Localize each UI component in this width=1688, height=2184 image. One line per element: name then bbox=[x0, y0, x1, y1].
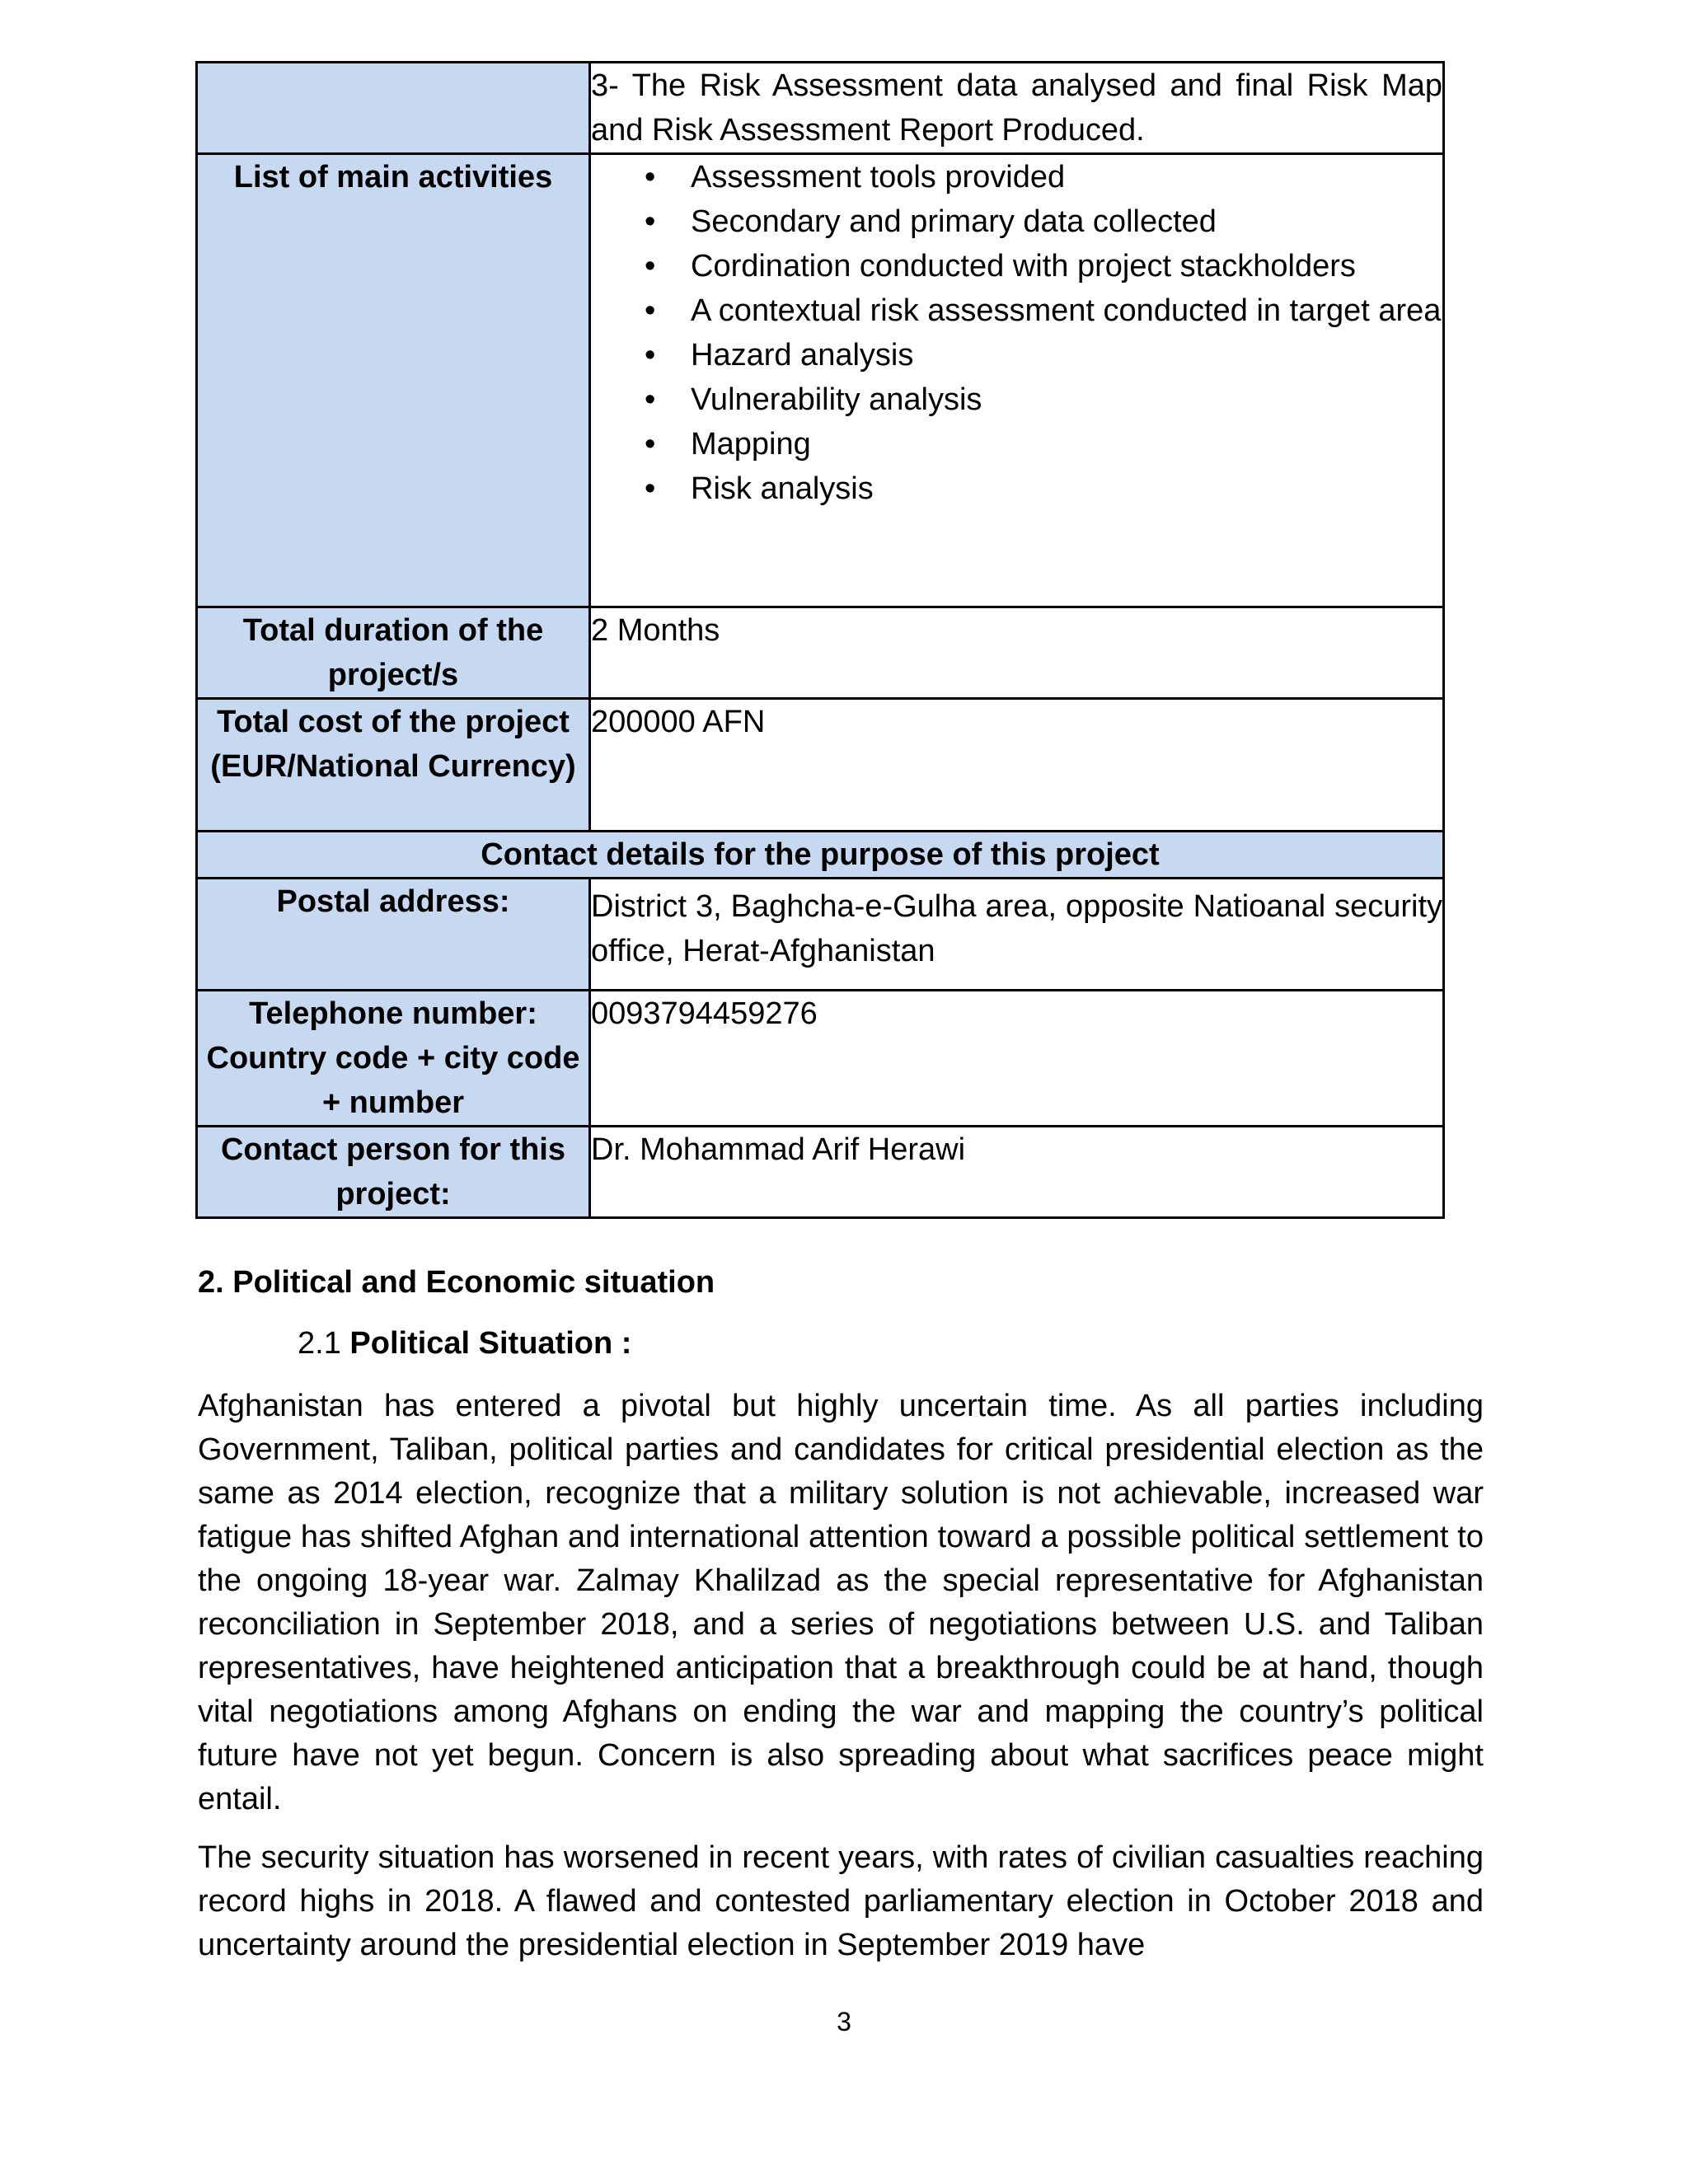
table-row bbox=[197, 1127, 1444, 1218]
subsection-title: Political Situation : bbox=[349, 1326, 632, 1361]
project-info-table bbox=[195, 61, 1445, 1219]
list-item: • A contextual risk assessment conducted in target area bbox=[591, 288, 1442, 333]
paragraph-2: The security situation has worsened in recent years, with rates of civilian casualties reaching record highs in 2018. A flawed and contested parliamentary election in October 2018 and uncertainty around the presidential election in September 2019 have bbox=[198, 1840, 1484, 1962]
table-row bbox=[197, 63, 1444, 154]
table-row bbox=[197, 699, 1444, 832]
list-item: • Assessment tools provided bbox=[591, 155, 1442, 199]
list-item: • Risk analysis bbox=[591, 466, 1442, 511]
list-item: • Mapping bbox=[591, 422, 1442, 466]
table-row bbox=[197, 832, 1444, 879]
list-item: • Cordination conducted with project stackholders bbox=[591, 244, 1442, 288]
table-row bbox=[197, 154, 1444, 607]
page-number: 3 bbox=[837, 2007, 851, 2036]
cost-value: 200000 AFN bbox=[590, 699, 1444, 832]
subsection-number: 2.1 bbox=[298, 1326, 341, 1361]
paragraph-1: Afghanistan has entered a pivotal but highly uncertain time. As all parties including Government, Taliban, political parties and candidates for critical presidential election as the same as 2014 election, recognize that a military solution is not achievable, increased war fatigue has shifted Afghan and international attention toward a possible political settlement to the ongoing 18-year war. Zalmay Khalilzad as the special representative for Afghanistan reconciliation in September 2018, and a series of negotiations between U.S. and Taliban representatives, have heightened anticipation that a breakthrough could be at hand, though vital negotiations among Afghans on ending the war and mapping the country’s political future have not yet begun. Concern is also spreading about what sacrifices peace might entail. bbox=[198, 1389, 1484, 1816]
postal-value: District 3, Baghcha-e-Gulha area, opposite Natioanal security office, Herat-Afghanistan bbox=[590, 879, 1444, 991]
phone-value: 0093794459276 bbox=[590, 991, 1444, 1127]
list-item: • Vulnerability analysis bbox=[591, 377, 1442, 422]
activities-list bbox=[591, 155, 1442, 511]
table-row bbox=[197, 879, 1444, 991]
duration-label: Total duration of the project/s bbox=[197, 607, 590, 699]
duration-value: 2 Months bbox=[590, 607, 1444, 699]
contact-person-label: Contact person for this project: bbox=[197, 1127, 590, 1218]
list-item: • Hazard analysis bbox=[591, 333, 1442, 377]
postal-label: Postal address: bbox=[197, 879, 590, 991]
table-row bbox=[197, 991, 1444, 1127]
outcome-label-cell bbox=[197, 63, 590, 154]
outcome-value: 3- The Risk Assessment data analysed and final Risk Map and Risk Assessment Report Produced. bbox=[590, 63, 1444, 154]
section-heading: 2. Political and Economic situation bbox=[198, 1265, 715, 1300]
subsection-heading bbox=[298, 1322, 1583, 1366]
phone-label: Telephone number: Country code + city code + number bbox=[197, 991, 590, 1127]
contact-person-value: Dr. Mohammad Arif Herawi bbox=[590, 1127, 1444, 1218]
table-row bbox=[197, 607, 1444, 699]
list-item: • Secondary and primary data collected bbox=[591, 199, 1442, 244]
cost-label: Total cost of the project (EUR/National Currency) bbox=[197, 699, 590, 832]
activities-label: List of main activities bbox=[197, 154, 590, 607]
contact-details-header: Contact details for the purpose of this project bbox=[197, 832, 1444, 879]
